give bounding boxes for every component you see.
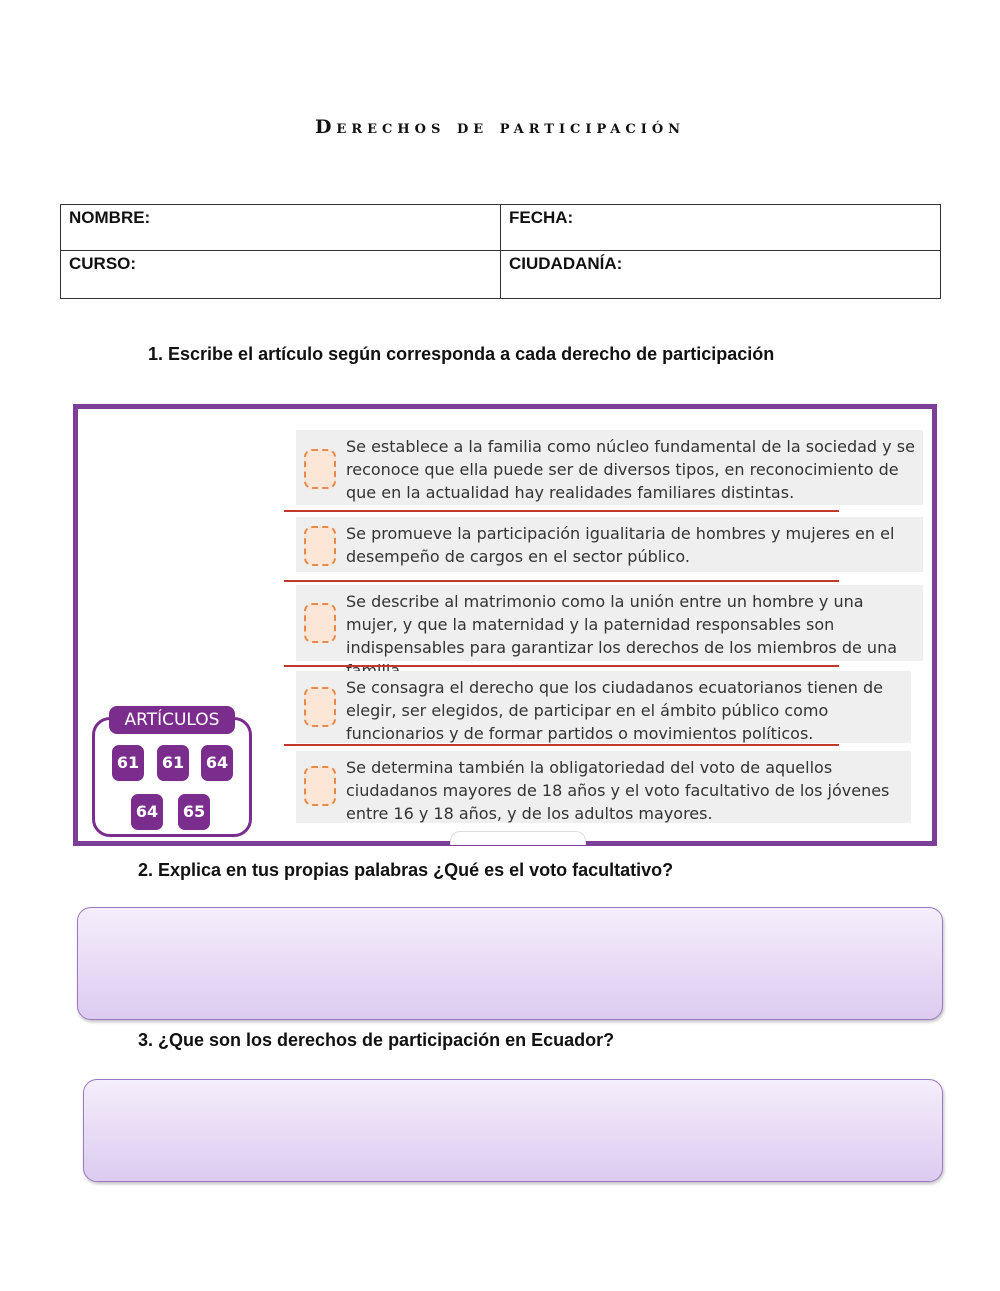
separator: [284, 580, 839, 582]
ciudadania-field[interactable]: [501, 251, 941, 299]
nombre-label: NOMBRE:: [69, 208, 151, 227]
question-2: 2. Explica en tus propias palabras ¿Qué es el voto facultativo?: [138, 860, 674, 880]
drop-slot-5[interactable]: [304, 766, 336, 806]
articles-box: [92, 710, 252, 837]
statement-2-text: Se promueve la participación igualitaria de hombres y mujeres en el desempeño de cargos en el sector público.: [346, 524, 895, 566]
statement-3-text: Se describe al matrimonio como la unión entre un hombre y una mujer, y que la maternidad y la paternidad responsables son indispensables para garantizar los derechos de los miembros de una: [346, 592, 898, 657]
statement-5: [296, 751, 911, 823]
separator: [284, 744, 839, 746]
article-chip[interactable]: 64: [131, 794, 163, 830]
article-chip[interactable]: 61: [157, 745, 189, 781]
statement-2: [296, 517, 923, 572]
answer-box-3[interactable]: [83, 1079, 943, 1182]
nombre-field[interactable]: [61, 205, 501, 251]
statement-3: [296, 585, 923, 661]
statement-1: [296, 430, 923, 505]
articles-label: ARTÍCULOS: [109, 706, 235, 734]
student-info-table: [60, 204, 941, 299]
answer-box-2[interactable]: [77, 907, 943, 1020]
article-chip[interactable]: 65: [178, 794, 210, 830]
statement-1-text: Se establece a la familia como núcleo fundamental de la sociedad y se reconoce que ella puede ser de diversos tipos, en reconocimiento de que en la actualidad hay realidades familiares distintas.: [346, 437, 915, 502]
drop-slot-4[interactable]: [304, 687, 336, 727]
drop-slot-1[interactable]: [304, 449, 336, 489]
separator: [284, 665, 839, 667]
matching-activity: [73, 404, 937, 846]
separator: [284, 510, 839, 512]
question-3: 3. ¿Que son los derechos de participación en Ecuador?: [138, 1030, 615, 1050]
statement-4-text: Se consagra el derecho que los ciudadanos ecuatorianos tienen de elegir, ser elegidos, de participar en el ámbito público como funcionarios y de formar partidos o movimientos políticos.: [346, 678, 883, 743]
page-title: Derechos de participación: [314, 116, 686, 138]
drop-slot-2[interactable]: [304, 526, 336, 566]
question-1: 1. Escribe el artículo según corresponda a cada derecho de participación: [148, 344, 775, 364]
curso-label: CURSO:: [69, 254, 137, 273]
fecha-label: FECHA:: [509, 208, 574, 227]
statement-4: [296, 671, 911, 743]
article-chip[interactable]: 61: [112, 745, 144, 781]
tab-peek: [450, 831, 586, 845]
drop-slot-3[interactable]: [304, 603, 336, 643]
curso-field[interactable]: [61, 251, 501, 299]
ciudadania-label: CIUDADANÍA:: [509, 254, 623, 273]
statement-5-text: Se determina también la obligatoriedad del voto de aquellos ciudadanos mayores de 18 años y el voto facultativo de los jóvenes entre 16 y 18 años, y de los adultos mayores.: [346, 758, 890, 823]
article-chip[interactable]: 64: [201, 745, 233, 781]
fecha-field[interactable]: [501, 205, 941, 251]
